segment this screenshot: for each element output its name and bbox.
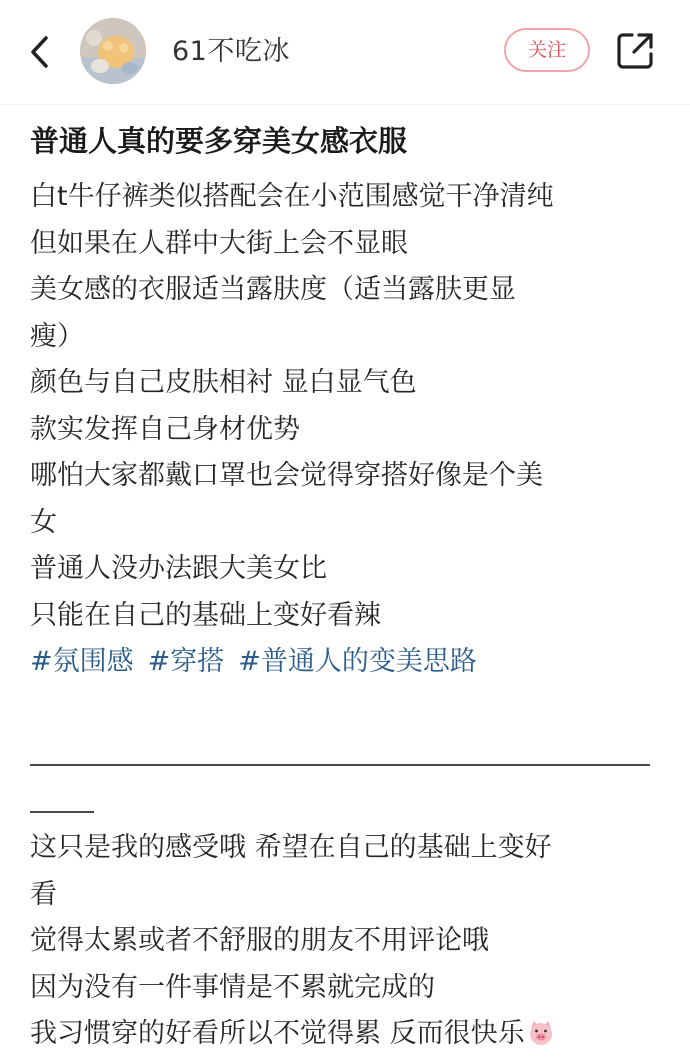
hashtag-link[interactable]: #穿搭 [147,646,225,677]
separator-rule [30,811,94,813]
avatar-image [80,18,146,84]
post-line: 女 [30,506,57,538]
hashtag-link[interactable]: #普通人的变美思路 [238,646,477,677]
separator-line-continued [30,779,670,826]
hashtag-link[interactable]: #氛围感 [30,646,134,677]
username[interactable]: 61不吃冰 [172,36,290,67]
separator-rule [30,764,650,766]
back-button[interactable] [22,30,58,74]
post-line: 白t牛仔裤类似搭配会在小范围感觉干净清纯 [30,181,554,212]
post-header [0,0,690,104]
post-line: 这只是我的感受哦 希望在自己的基础上变好 [30,832,552,863]
post-line: 只能在自己的基础上变好看辣 [30,599,381,631]
post-last-line [30,1011,670,1063]
avatar[interactable] [80,18,146,84]
chevron-left-icon [22,30,58,74]
post-line: 款实发挥自己身材优势 [30,413,300,445]
share-icon [614,30,656,72]
separator-line [30,732,670,779]
post-line: 但如果在人群中大街上会不显眼 [30,227,408,259]
post-line: 因为没有一件事情是不累就完成的 [30,971,435,1003]
pig-face-emoji-icon [527,1016,555,1063]
post-content [30,118,670,1063]
post-line: 美女感的衣服适当露肤度（适当露肤更显 [30,274,516,305]
blank-line [30,686,670,733]
post-line: 觉得太累或者不舒服的朋友不用评论哦 [30,925,489,956]
hashtag-row [30,639,670,686]
post-line: 颜色与自己皮肤相衬 显白显气色 [30,367,417,398]
follow-button[interactable]: 关注 [504,28,590,72]
header-divider [0,104,690,105]
post-line: 看 [30,878,57,910]
post-line: 哪怕大家都戴口罩也会觉得穿搭好像是个美 [30,460,543,491]
post-line: 瘦） [30,320,84,352]
share-button[interactable] [614,30,656,72]
post-line: 普通人没办法跟大美女比 [30,553,327,584]
post-title: 普通人真的要多穿美女感衣服 [30,124,408,158]
post-line-text: 我习惯穿的好看所以不觉得累 反而很快乐 [30,1018,525,1049]
